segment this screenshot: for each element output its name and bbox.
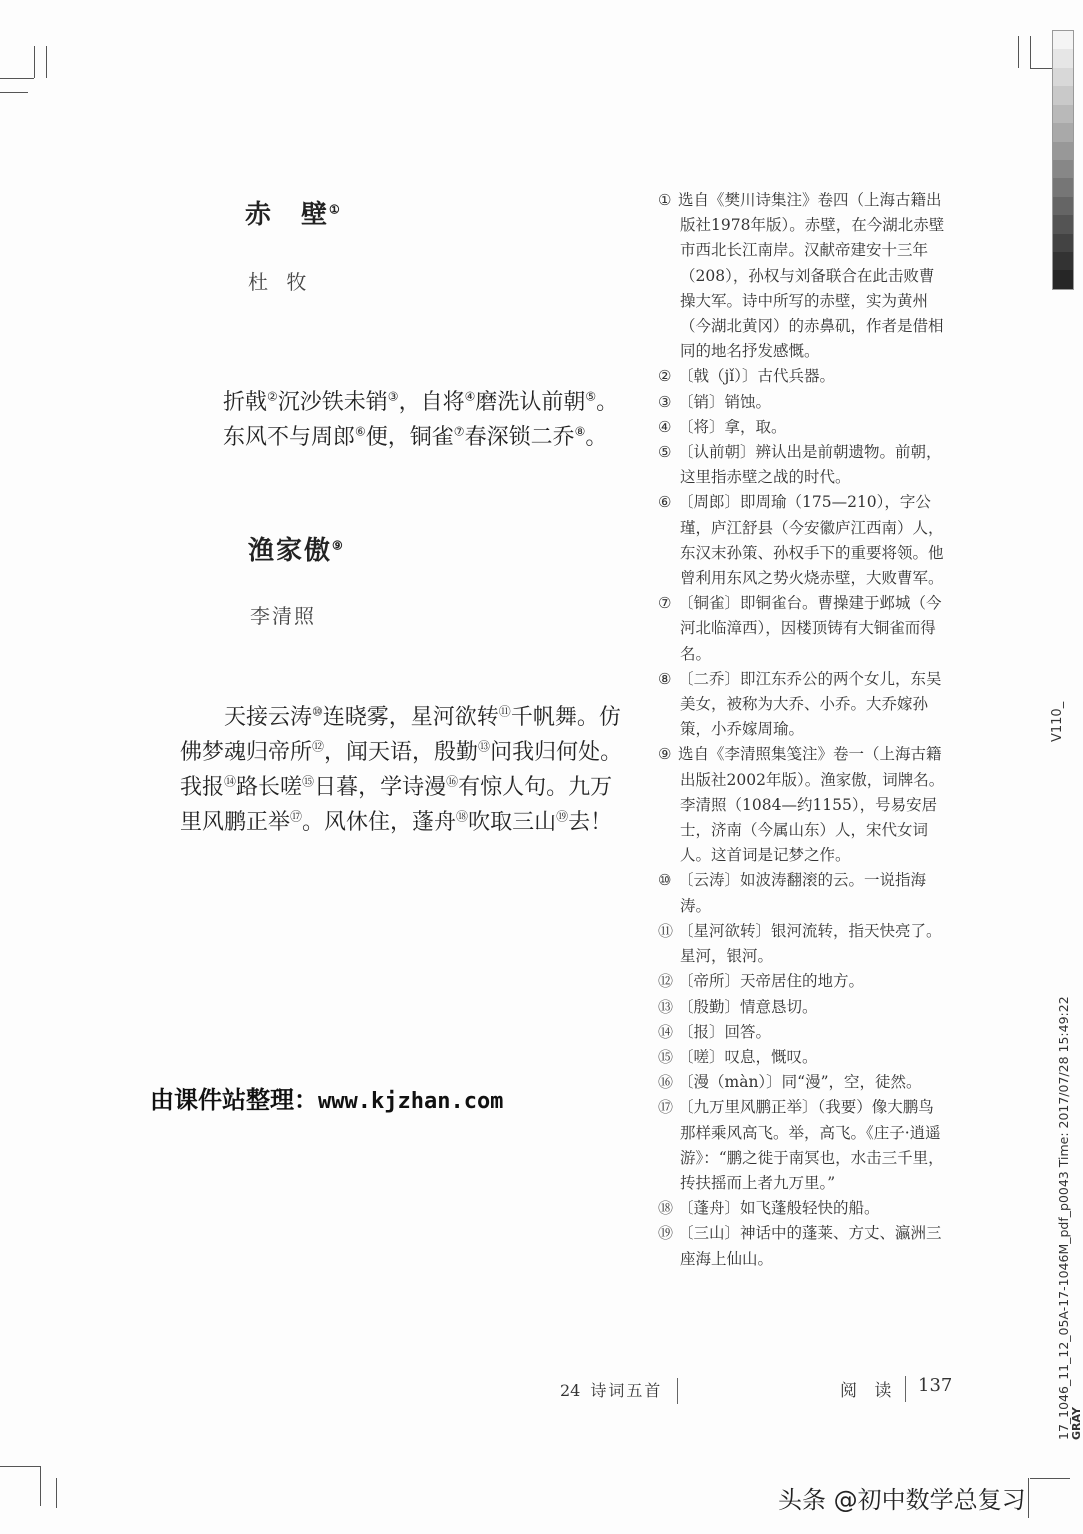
footnotes-column [658, 188, 948, 1272]
page-number: 137 [918, 1375, 953, 1396]
footnote-number: ⑩ [658, 871, 672, 890]
footnote-text: 〔漫（màn）〕同“漫”，空，徒然。 [678, 1073, 922, 1092]
footnote-text: 〔认前朝〕辨认出是前朝遗物。前朝，这里指赤壁之战的时代。 [678, 443, 942, 487]
footnote [658, 868, 948, 918]
footnote [658, 667, 948, 743]
footnote-text: 选自《李清照集笺注》卷一（上海古籍出版社2002年版）。渔家傲，词牌名。李清照（1084—约1155），号易安居士，济南（今属山东）人，宋代女词人。这首词是记梦之作。 [678, 745, 945, 865]
footer-section: 阅 读 [840, 1381, 898, 1401]
poem2-author: 李清照 [250, 604, 316, 628]
text-segment: 日暮，学诗漫 [314, 775, 447, 800]
footnote [658, 415, 948, 440]
text-segment: 。 [596, 390, 619, 415]
note-mark: ④ [464, 389, 476, 404]
footnote-number: ③ [658, 392, 672, 411]
poem2-title-note-mark: ⑨ [332, 538, 345, 553]
footnote-number: ⑤ [658, 443, 672, 462]
footnote-number: ⑥ [658, 493, 672, 512]
text-segment: 有惊人句。九万里风鹏正举 [180, 775, 613, 835]
crop-mark-br-v [1028, 1478, 1029, 1518]
poem1-author: 杜 牧 [248, 270, 313, 294]
footnote [658, 919, 948, 969]
text-segment: 问我归何处。 我报 [180, 740, 656, 800]
note-mark: ⑮ [302, 774, 315, 789]
text-segment: 沉沙铁未销 [277, 390, 388, 415]
note-mark: ⑯ [446, 774, 459, 789]
footnote [658, 1196, 948, 1221]
crop-mark-tl-v2 [46, 46, 47, 78]
footnote-number: ⑭ [658, 1022, 674, 1041]
footer-divider-2 [905, 1376, 906, 1402]
footnote-number: ⑪ [658, 921, 674, 940]
footnote-text: 〔帝所〕天帝居住的地方。 [678, 972, 865, 991]
text-segment: 。风休住，蓬舟 [302, 810, 457, 835]
footnote-text: 〔殷勤〕情意恳切。 [678, 997, 818, 1016]
crop-mark-tr-v2 [1030, 36, 1031, 68]
footnote-text: 〔铜雀〕即铜雀台。曹操建于邺城（今河北临漳西），因楼顶铸有大铜雀而得名。 [678, 594, 942, 663]
gray-swatch [1053, 142, 1073, 160]
note-mark: ⑬ [478, 739, 491, 754]
gray-swatch [1053, 86, 1073, 104]
note-mark: ② [267, 389, 278, 404]
gray-swatch [1053, 197, 1073, 215]
side-color-mode: GRAY [1070, 1407, 1083, 1440]
footnote [658, 1020, 948, 1045]
footnote [658, 188, 948, 364]
footnote-text: 〔三山〕神话中的蓬莱、方丈、瀛洲三座海上仙山。 [678, 1224, 942, 1268]
footnote-text: 〔周郎〕即周瑜（175—210），字公瑾，庐江舒县（今安徽庐江西南）人，东汉末孙策、孙权手下的重要将领。他曾利用东风之势火烧赤壁，大败曹军。 [678, 493, 944, 588]
footnote-number: ② [658, 367, 672, 386]
source-watermark-url: www.kjzhan.com [318, 1089, 504, 1114]
footnote [658, 1095, 948, 1196]
gray-swatch [1053, 160, 1073, 178]
footnote-text: 〔报〕回答。 [678, 1022, 772, 1041]
gray-calibration-strip [1052, 30, 1074, 290]
text-segment: ，闻天语，殷勤 [324, 740, 479, 765]
note-mark: ③ [387, 389, 399, 404]
crop-mark-tr-v [1018, 36, 1019, 68]
footnote [658, 591, 948, 667]
footnote-number: ⑬ [658, 997, 674, 1016]
poem2-body [180, 700, 656, 840]
poem1-title-char-b: 壁 [301, 200, 330, 230]
poem1-line [223, 385, 618, 420]
note-mark: ⑪ [498, 704, 511, 719]
footnote-text: 〔蓬舟〕如飞蓬般轻快的船。 [678, 1199, 880, 1218]
footnote-number: ⑮ [658, 1047, 674, 1066]
gray-swatch [1053, 178, 1073, 196]
footer-lesson [560, 1378, 662, 1401]
source-watermark [150, 1080, 503, 1115]
note-mark: ⑦ [453, 424, 465, 439]
footnote-number: ⑯ [658, 1073, 674, 1092]
poem2-title-text: 渔家傲 [248, 536, 333, 566]
text-segment: 东风不与周郎 [223, 425, 356, 450]
footnote [658, 969, 948, 994]
footnote [658, 364, 948, 389]
gray-swatch [1053, 270, 1073, 288]
text-segment: 路长嗟 [236, 775, 303, 800]
gray-swatch [1053, 215, 1073, 233]
crop-mark-bl-h [0, 1466, 40, 1467]
footnote-number: ⑰ [658, 1098, 674, 1117]
gray-swatch [1053, 252, 1073, 270]
footnote-text: 〔将〕拿，取。 [678, 417, 787, 436]
text-segment: 天接云涛 [224, 705, 313, 730]
footnote-number: ⑦ [658, 594, 672, 613]
crop-mark-br-h [1030, 1478, 1070, 1479]
footnote [658, 390, 948, 415]
poem1-line [223, 420, 618, 455]
footer-lesson-number: 24 [560, 1381, 581, 1400]
text-segment: 便，铜雀 [365, 425, 454, 450]
footnote [658, 1070, 948, 1095]
text-segment: 。 [585, 425, 608, 450]
gray-swatch [1053, 123, 1073, 141]
poem1-title-note-mark: ① [329, 202, 342, 217]
footnote [658, 995, 948, 1020]
side-file-info: 17_1046_11_12_05A-17-1046M_pdf_p0043 Time: 2017/07/28 15:49:22 [1056, 996, 1071, 1440]
footnote-number: ① [658, 191, 672, 209]
note-mark: ⑭ [224, 774, 237, 789]
note-mark: ⑫ [312, 739, 325, 754]
text-segment: 折戟 [223, 390, 268, 415]
footnote [658, 490, 948, 591]
text-segment: 磨洗认前朝 [475, 390, 586, 415]
note-mark: ⑧ [574, 424, 586, 439]
footnote-number: ⑫ [658, 972, 674, 991]
poem1-title [245, 194, 342, 231]
footnote [658, 742, 948, 868]
gray-swatch [1053, 31, 1073, 49]
poem2-title [248, 530, 345, 567]
footer-lesson-title: 诗词五首 [590, 1381, 663, 1400]
footnote-text: 〔九万里风鹏正举〕（我要）像大鹏鸟那样乘风高飞。举，高飞。《庄子·逍遥游》：“鹏之徙于南冥也，水击三千里，抟扶摇而上者九万里。” [678, 1098, 944, 1192]
crop-mark-tl-v [34, 46, 35, 78]
footnote-text: 〔戟（jǐ）〕古代兵器。 [678, 367, 836, 386]
text-segment: 吹取三山 [468, 810, 557, 835]
footnote-number: ⑨ [658, 745, 672, 764]
footnote-number: ⑧ [658, 669, 672, 688]
side-code: V110_ [1050, 701, 1065, 742]
text-segment: ，自将 [398, 390, 465, 415]
brand-watermark: 头条 @初中数学总复习 [778, 1486, 1026, 1514]
poem1-body [223, 385, 618, 455]
footnote-text: 〔云涛〕如波涛翻滚的云。一说指海涛。 [678, 871, 927, 915]
footnote-number: ⑱ [658, 1199, 674, 1218]
source-watermark-label: 由课件站整理： [150, 1086, 318, 1114]
footnote-number: ⑲ [658, 1224, 674, 1243]
footnote [658, 1221, 948, 1271]
footnote-text: 〔二乔〕即江东乔公的两个女儿，东吴美女，被称为大乔、小乔。大乔嫁孙策，小乔嫁周瑜。 [678, 669, 942, 739]
poem1-title-char-a: 赤 [245, 200, 274, 230]
crop-mark-tl-h [0, 78, 34, 79]
gray-swatch [1053, 105, 1073, 123]
note-mark: ⑩ [312, 704, 323, 719]
note-mark: ⑱ [456, 809, 469, 824]
crop-mark-bl-v2 [56, 1478, 57, 1508]
crop-mark-bl-v [40, 1466, 41, 1506]
footer-divider-1 [677, 1378, 678, 1404]
note-mark: ⑰ [290, 809, 303, 824]
footnote-text: 〔嗟〕叹息，慨叹。 [678, 1047, 818, 1066]
crop-mark-tl-h2 [0, 92, 28, 93]
text-segment: 连晓雾，星河欲转 [322, 705, 499, 730]
footnote [658, 1045, 948, 1070]
footnote-text: 〔销〕销蚀。 [678, 392, 772, 411]
footnote-text: 选自《樊川诗集注》卷四（上海古籍出版社1978年版）。赤壁，在今湖北赤壁市西北长江南岸。汉献帝建安十三年（208），孙权与刘备联合在此击败曹操大军。诗中所写的赤壁，实为黄州（今湖北黄冈）的赤鼻矶，作者是借相同的地名抒发感慨。 [678, 191, 945, 361]
footnote-text: 〔星河欲转〕银河流转，指天快亮了。星河，银河。 [678, 921, 942, 966]
footnote-number: ④ [658, 417, 672, 436]
note-mark: ⑤ [585, 389, 597, 404]
gray-swatch [1053, 49, 1073, 67]
text-segment: 春深锁二乔 [464, 425, 575, 450]
note-mark: ⑲ [556, 809, 569, 824]
text-segment: 千帆舞。仿佛梦魂归帝所 [180, 705, 621, 765]
text-segment: 去！ [568, 810, 613, 835]
gray-swatch [1053, 68, 1073, 86]
footnote [658, 440, 948, 490]
note-mark: ⑥ [355, 424, 366, 439]
gray-swatch [1053, 234, 1073, 252]
